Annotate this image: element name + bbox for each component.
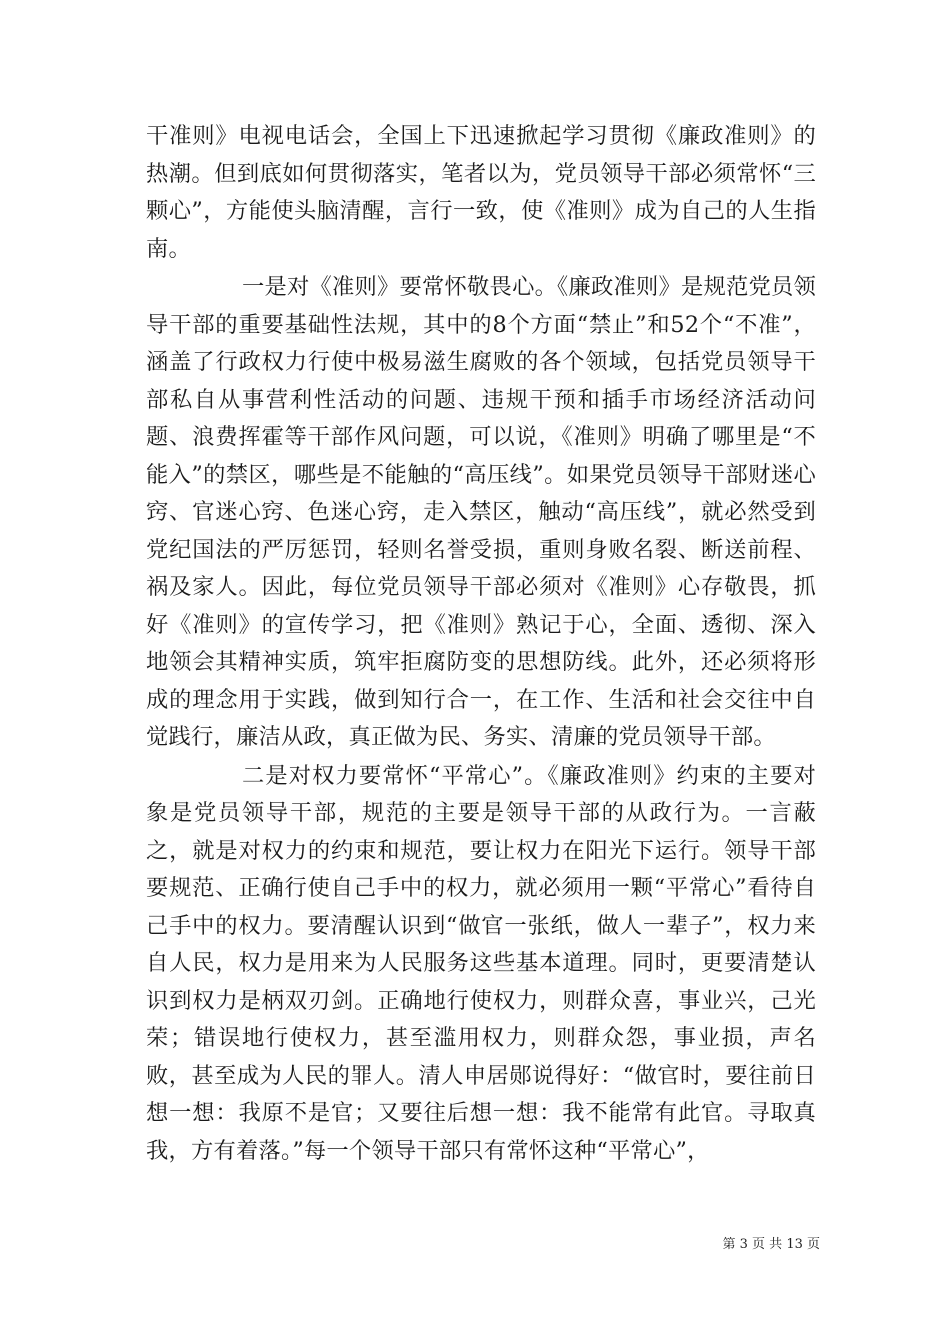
paragraph-intro-continuation: 干准则》电视电话会，全国上下迅速掀起学习贯彻《廉政准则》的热潮。但到底如何贯彻落实，笔者以为，党员领导干部必须常怀“三颗心”，方能使头脑清醒，言行一致，使《准则》成为自己的人生指南。: [146, 123, 816, 262]
paragraph-ordinary-mind: 二是对权力要常怀“平常心”。《廉政准则》约束的主要对象是党员领导干部，规范的主要是领导干部的从政行为。一言蔽之，就是对权力的约束和规范，要让权力在阳光下运行。领导干部要规范、正确行使自己手中的权力，就必须用一颗“平常心”看待自己手中的权力。要清醒认识到“做官一张纸，做人一辈子”，权力来自人民，权力是用来为人民服务这些基本道理。同时，更要清楚认识到权力是柄双刃剑。正确地行使权力，则群众喜，事业兴，己光荣；错误地行使权力，甚至滥用权力，则群众怨，事业损，声名败，甚至成为人民的罪人。清人申居郧说得好：“做官时，要往前日想一想：我原不是官；又要往后想一想：我不能常有此官。寻取真我，方有着落。”每一个领导干部只有常怀这种“平常心”，: [146, 762, 816, 1164]
paragraph-reverence: 一是对《准则》要常怀敬畏心。《廉政准则》是规范党员领导干部的重要基础性法规，其中的8个方面“禁止”和52个“不准”，涵盖了行政权力行使中极易滋生腐败的各个领域，包括党员领导干部私自从事营利性活动的问题、违规干预和插手市场经济活动问题、浪费挥霍等干部作风问题，可以说，《准则》明确了哪里是“不能入”的禁区，哪些是不能触的“高压线”。如果党员领导干部财迷心窍、官迷心窍、色迷心窍，走入禁区，触动“高压线”，就必然受到党纪国法的严厉惩罚，轻则名誉受损，重则身败名裂、断送前程、祸及家人。因此，每位党员领导干部必须对《准则》心存敬畏，抓好《准则》的宣传学习，把《准则》熟记于心，全面、透彻、深入地领会其精神实质，筑牢拒腐防变的思想防线。此外，还必须将形成的理念用于实践，做到知行合一，在工作、生活和社会交往中自觉践行，廉洁从政，真正做为民、务实、清廉的党员领导干部。: [146, 274, 816, 750]
page-number: 第 3 页 共 13 页: [722, 1237, 820, 1252]
document-body: [146, 118, 816, 1170]
